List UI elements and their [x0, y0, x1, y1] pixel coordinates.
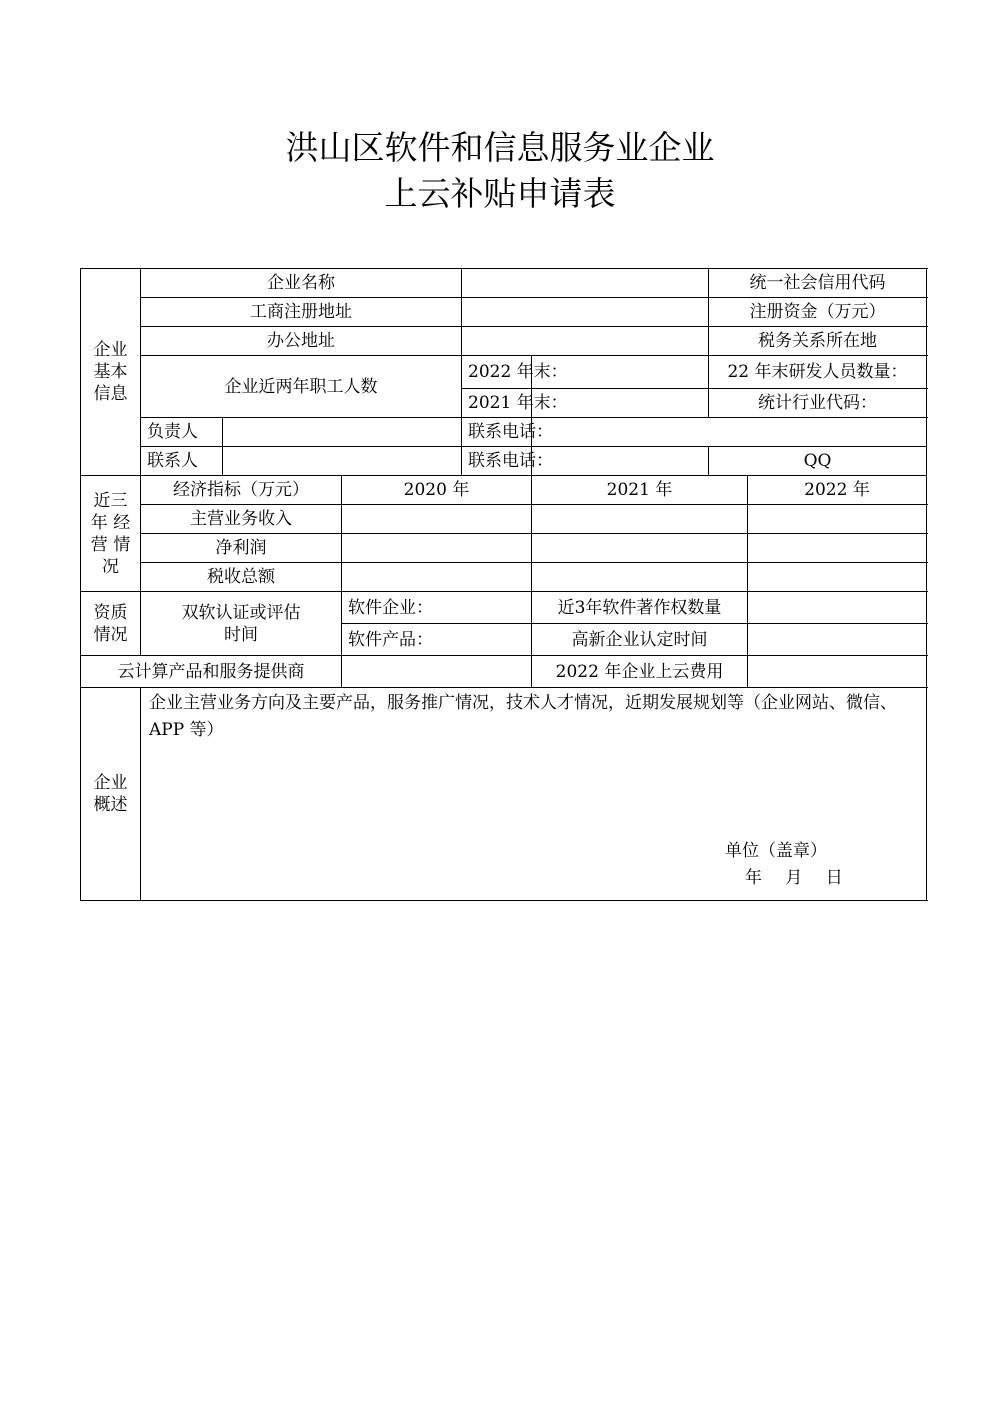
field-revenue-2020[interactable] — [342, 505, 532, 534]
label-year-end-2022: 2022 年末： — [462, 356, 532, 389]
seal-block — [725, 838, 843, 892]
field-reg-address[interactable] — [462, 298, 709, 327]
seal-unit-label: 单位（盖章） — [725, 841, 827, 861]
label-hightech-time: 高新企业认定时间 — [532, 624, 748, 656]
label-copyright-count: 近3年软件著作权数量 — [532, 592, 748, 624]
field-profit-2020[interactable] — [342, 534, 532, 563]
overview-prompt: 企业主营业务方向及主要产品，服务推广情况，技术人才情况，近期发展规划等（企业网站、微信、APP 等） — [149, 693, 897, 740]
label-office-address: 办公地址 — [141, 327, 462, 356]
application-form-table — [80, 268, 927, 901]
field-phone-2[interactable] — [532, 447, 709, 476]
header-year-2022: 2022 年 — [748, 476, 927, 505]
label-qq: QQ — [709, 447, 927, 476]
field-cloud-provider[interactable] — [342, 656, 532, 688]
label-person-in-charge: 负责人 — [141, 418, 223, 447]
label-company-name: 企业名称 — [141, 269, 462, 298]
form-title-line1: 洪山区软件和信息服务业企业 — [285, 128, 715, 167]
label-software-company: 软件企业： — [342, 592, 532, 624]
label-rd-staff-2022: 22 年末研发人员数量： — [709, 356, 927, 389]
label-year-end-2021: 2021 年末： — [462, 389, 532, 418]
section-operations: 近三 年 经营 情况 — [81, 476, 141, 592]
field-profit-2022[interactable] — [748, 534, 927, 563]
label-industry-code: 统计行业代码： — [709, 389, 927, 418]
label-cloud-provider: 云计算产品和服务提供商 — [81, 656, 342, 688]
field-copyright-count[interactable] — [748, 592, 927, 624]
label-net-profit: 净利润 — [141, 534, 342, 563]
field-revenue-2022[interactable] — [748, 505, 927, 534]
field-person-in-charge[interactable] — [223, 418, 462, 447]
label-phone-2: 联系电话： — [462, 447, 532, 476]
field-hightech-time[interactable] — [748, 624, 927, 656]
label-tax-location: 税务关系所在地 — [709, 327, 927, 356]
header-year-2021: 2021 年 — [532, 476, 748, 505]
label-main-revenue: 主营业务收入 — [141, 505, 342, 534]
field-company-overview[interactable] — [141, 688, 927, 901]
field-revenue-2021[interactable] — [532, 505, 748, 534]
field-contact-person[interactable] — [223, 447, 462, 476]
field-phone-1[interactable] — [532, 418, 927, 447]
label-cloud-fee: 2022 年企业上云费用 — [532, 656, 748, 688]
field-cloud-fee[interactable] — [748, 656, 927, 688]
form-title-line2: 上云补贴申请表 — [384, 174, 616, 213]
label-staff-count: 企业近两年职工人数 — [141, 356, 462, 418]
label-dual-soft-cert: 双软认证或评估 时间 — [141, 592, 342, 656]
label-credit-code: 统一社会信用代码 — [709, 269, 927, 298]
field-company-name[interactable] — [462, 269, 709, 298]
label-contact-person: 联系人 — [141, 447, 223, 476]
field-tax-2021[interactable] — [532, 563, 748, 592]
label-software-product: 软件产品： — [342, 624, 532, 656]
field-tax-2022[interactable] — [748, 563, 927, 592]
label-total-tax: 税收总额 — [141, 563, 342, 592]
field-profit-2021[interactable] — [532, 534, 748, 563]
field-office-address[interactable] — [462, 327, 709, 356]
label-reg-address: 工商注册地址 — [141, 298, 462, 327]
label-phone-1: 联系电话： — [462, 418, 532, 447]
section-overview: 企业 概述 — [81, 688, 141, 901]
label-reg-capital: 注册资金（万元） — [709, 298, 927, 327]
section-basic-info: 企业 基本 信息 — [81, 269, 141, 476]
label-economic-indicators: 经济指标（万元） — [141, 476, 342, 505]
header-year-2020: 2020 年 — [342, 476, 532, 505]
section-qualification: 资质 情况 — [81, 592, 141, 656]
seal-date-label: 年 月 日 — [745, 868, 843, 888]
field-tax-2020[interactable] — [342, 563, 532, 592]
